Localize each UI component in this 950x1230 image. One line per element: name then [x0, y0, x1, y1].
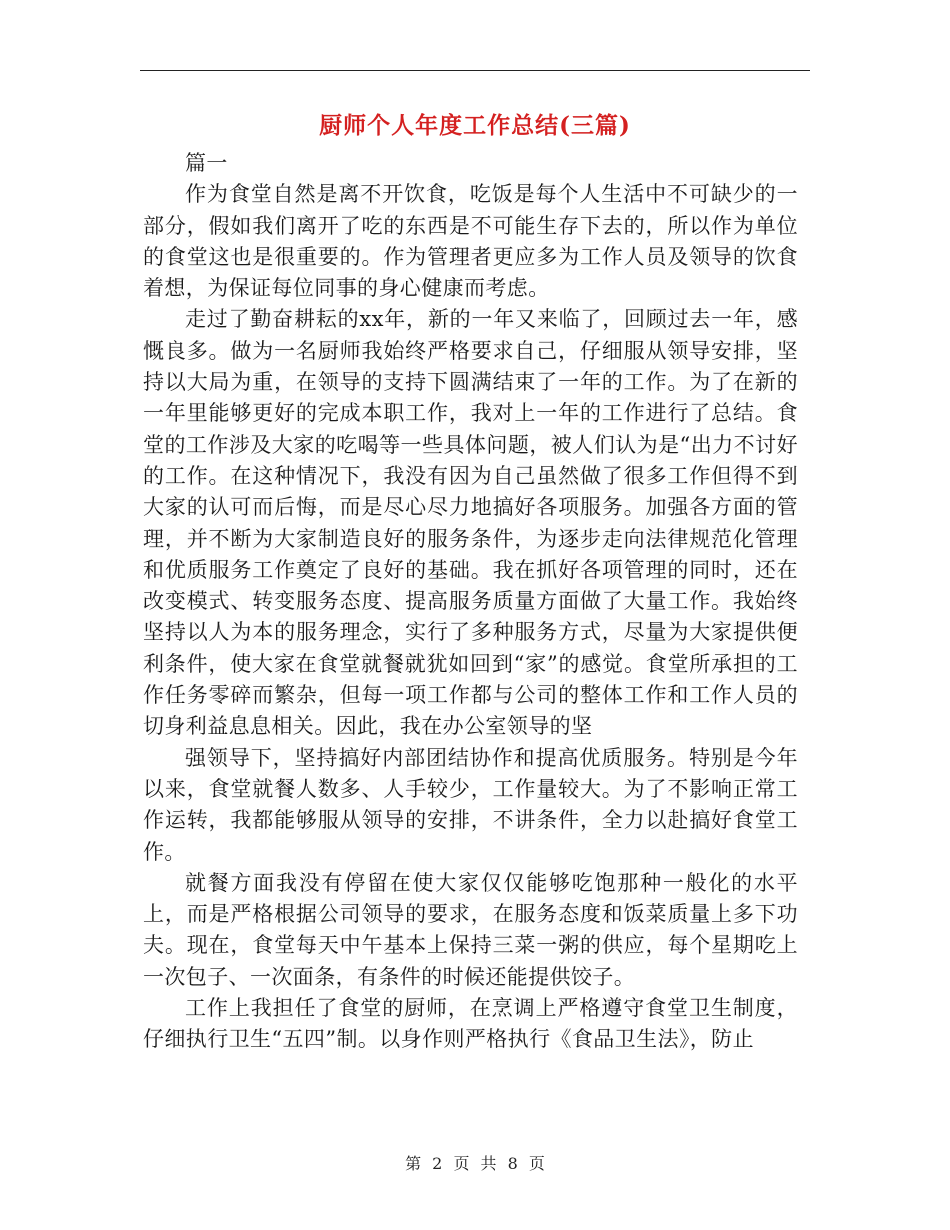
document-title: 厨师个人年度工作总结(三篇): [319, 112, 631, 139]
paragraph: 作为食堂自然是离不开饮食，吃饭是每个人生活中不可缺少的一部分，假如我们离开了吃的东西是不可能生存下去的，所以作为单位的食堂这也是很重要的。作为管理者更应多为工作人员及领导的饮食着想，为保证每位同事的身心健康而考虑。: [143, 182, 798, 301]
header-rule: [140, 70, 810, 71]
paragraph: 强领导下，坚持搞好内部团结协作和提高优质服务。特别是今年以来，食堂就餐人数多、人手较少，工作量较大。为了不影响正常工作运转，我都能够服从领导的安排，不讲条件，全力以赴搞好食堂工作。: [143, 745, 798, 864]
document-body: [143, 148, 798, 1056]
paragraph: 就餐方面我没有停留在使大家仅仅能够吃饱那种一般化的水平上，而是严格根据公司领导的要求，在服务态度和饭菜质量上多下功夫。现在，食堂每天中午基本上保持三菜一粥的供应，每个星期吃上一次包子、一次面条，有条件的时候还能提供饺子。: [143, 870, 798, 989]
paragraph: 走过了勤奋耕耘的xx年，新的一年又来临了，回顾过去一年，感慨良多。做为一名厨师我始终严格要求自己，仔细服从领导安排，坚持以大局为重，在领导的支持下圆满结束了一年的工作。为了在新的一年里能够更好的完成本职工作，我对上一年的工作进行了总结。食堂的工作涉及大家的吃喝等一些具体问题，被人们认为是“出力不讨好的工作。在这种情况下，我没有因为自己虽然做了很多工作但得不到大家的认可而后悔，而是尽心尽力地搞好各项服务。加强各方面的管理，并不断为大家制造良好的服务条件，为逐步走向法律规范化管理和优质服务工作奠定了良好的基础。我在抓好各项管理的同时，还在改变模式、转变服务态度、提高服务质量方面做了大量工作。我始终坚持以人为本的服务理念，实行了多种服务方式，尽量为大家提供便利条件，使大家在食堂就餐就犹如回到“家”的感觉。食堂所承担的工作任务零碎而繁杂，但每一项工作都与公司的整体工作和工作人员的切身利益息息相关。因此，我在办公室领导的坚: [143, 307, 798, 739]
paragraph: 工作上我担任了食堂的厨师，在烹调上严格遵守食堂卫生制度，仔细执行卫生“五四”制。以身作则严格执行《食品卫生法》，防止: [143, 996, 798, 1052]
section-heading: 篇一: [185, 151, 228, 175]
page-footer: 第 2 页 共 8 页: [405, 1154, 545, 1173]
